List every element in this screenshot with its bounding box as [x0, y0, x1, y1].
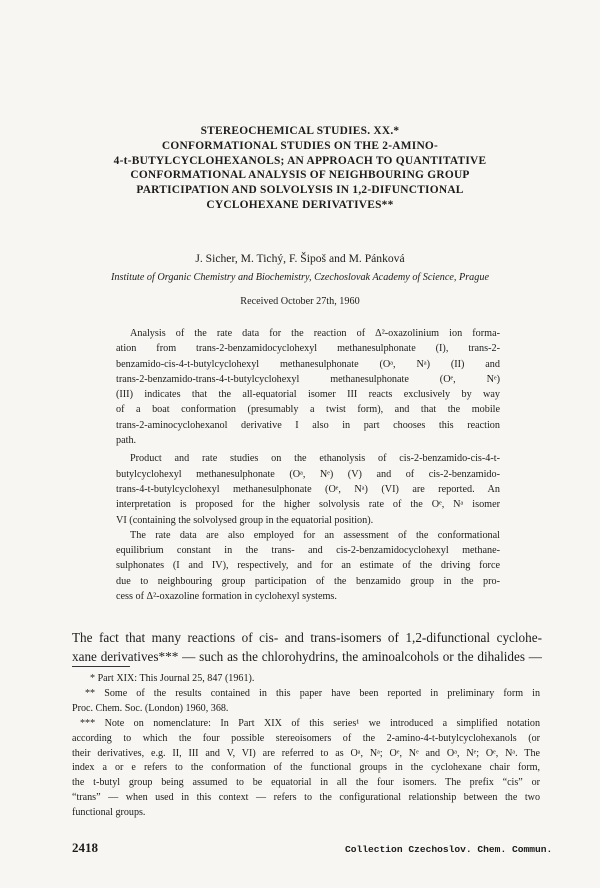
abstract-line: The rate data are also employed for an assessment of the conformational — [130, 529, 500, 541]
abstract-line: butylcyclohexyl methanesulphonate (Oᵃ, Nᵉ) (V) and of cis-2-benzamido- — [116, 468, 500, 480]
abstract-line: cess of Δ²-oxazoline formation in cyclohexyl systems. — [116, 591, 337, 603]
abstract — [116, 326, 500, 604]
title-line: PARTICIPATION AND SOLVOLYSIS IN 1,2-DIFUNCTIONAL — [136, 184, 464, 197]
abstract-line: Product and rate studies on the ethanolysis of cis-2-benzamido-cis-4-t- — [130, 453, 500, 465]
footnote-line: functional groups. — [72, 807, 146, 819]
abstract-line: due to neighbouring group participation of the benzamido group in the pro- — [116, 575, 500, 587]
abstract-line: of a boat conformation (presumably a twist form), and that the mobile — [116, 404, 500, 416]
footnote-line: * Part XIX: This Journal 25, 847 (1961). — [90, 673, 255, 684]
abstract-line: ation from trans-2-benzamidocyclohexyl methanesulphonate (I), trans-2- — [116, 343, 500, 355]
abstract-line: sulphonates (I and IV), respectively, and for an estimate of the driving force — [116, 560, 500, 572]
abstract-line: equilibrium constant in the trans- and cis-2-benzamidocyclohexyl methane- — [116, 545, 500, 557]
body-line: xane derivatives*** — such as the chlorohydrins, the aminoalcohols or the dihalides — — [72, 649, 542, 664]
footnote-line: ** Some of the results contained in this paper have been reported in preliminary form in — [85, 687, 540, 699]
title-line: 4-t-BUTYLCYCLOHEXANOLS; AN APPROACH TO QUANTITATIVE — [113, 154, 487, 167]
body-paragraph — [72, 628, 542, 666]
footnote-line: *** Note on nomenclature: In Part XIX of this series¹ we introduced a simplified notation — [80, 717, 540, 729]
title-line: CONFORMATIONAL STUDIES ON THE 2-AMINO- — [161, 139, 439, 152]
abstract-line: Analysis of the rate data for the reaction of Δ²-oxazolinium ion forma- — [130, 328, 500, 339]
abstract-line: path. — [116, 435, 137, 447]
abstract-line: VI (containing the solvolysed group in the equatorial position). — [116, 514, 374, 526]
abstract-line: benzamido-cis-4-t-butylcyclohexyl methanesulphonate (Oᵃ, Nᵃ) (II) and — [116, 358, 500, 370]
footnote-line: according to which the four possible stereoisomers of the 2-amino-4-t-butylcyclohexanols (or — [72, 732, 540, 744]
received-date: Received October 27th, 1960 — [240, 296, 360, 307]
footnotes — [72, 672, 540, 821]
journal-name: Collection Czechoslov. Chem. Commun. — [345, 844, 553, 855]
footnote-divider — [72, 666, 130, 667]
title-line: STEREOCHEMICAL STUDIES. XX.* — [200, 125, 400, 137]
abstract-line: trans-4-t-butylcyclohexyl methanesulphonate (Oᵉ, Nᵃ) (VI) are reported. An — [116, 483, 500, 495]
footnote-line: Proc. Chem. Soc. (London) 1960, 368. — [72, 702, 229, 714]
article-title — [90, 124, 510, 213]
footnote-line: their derivatives, e.g. II, III and V, VI) are referred to as Oᵃ, Nᵃ; Oᵉ, Nᵉ and Oᵃ, Nᵉ; Oᵉ, Nᵃ. The — [72, 747, 540, 759]
author-list: J. Sicher, M. Tichý, F. Šipoš and M. Pánková — [195, 252, 405, 265]
footnote-line: “trans” — when used in this context — refers to the configurational relationship between the two — [72, 792, 540, 804]
body-line: The fact that many reactions of cis- and trans-isomers of 1,2-difunctional cyclohe- — [72, 630, 542, 645]
footnote-line: index a or e refers to the conformation of the functional groups in the cyclohexane chair form, — [72, 762, 540, 774]
institute-affiliation: Institute of Organic Chemistry and Biochemistry, Czechoslovak Academy of Science, Prague — [111, 272, 489, 283]
abstract-line: (III) indicates that the all-equatorial isomer III reacts exclusively by way — [116, 389, 500, 401]
footnote-line: the t-butyl group being assumed to be equatorial in all the four isomers. The prefix “cis” or — [72, 777, 540, 789]
abstract-line: trans-2-benzamido-trans-4-t-butylcyclohexyl methanesulphonate (Oᵉ, Nᵉ) — [116, 373, 500, 385]
title-line: CONFORMATIONAL ANALYSIS OF NEIGHBOURING GROUP — [130, 169, 470, 182]
page-number: 2418 — [72, 840, 98, 855]
abstract-line: interpretation is proposed for the higher solvolysis rate of the Oᵉ, Nᵃ isomer — [116, 499, 500, 511]
abstract-line: trans-2-aminocyclohexanol derivative I also in part chooses this reaction — [116, 419, 500, 431]
title-line: CYCLOHEXANE DERIVATIVES** — [206, 198, 394, 211]
